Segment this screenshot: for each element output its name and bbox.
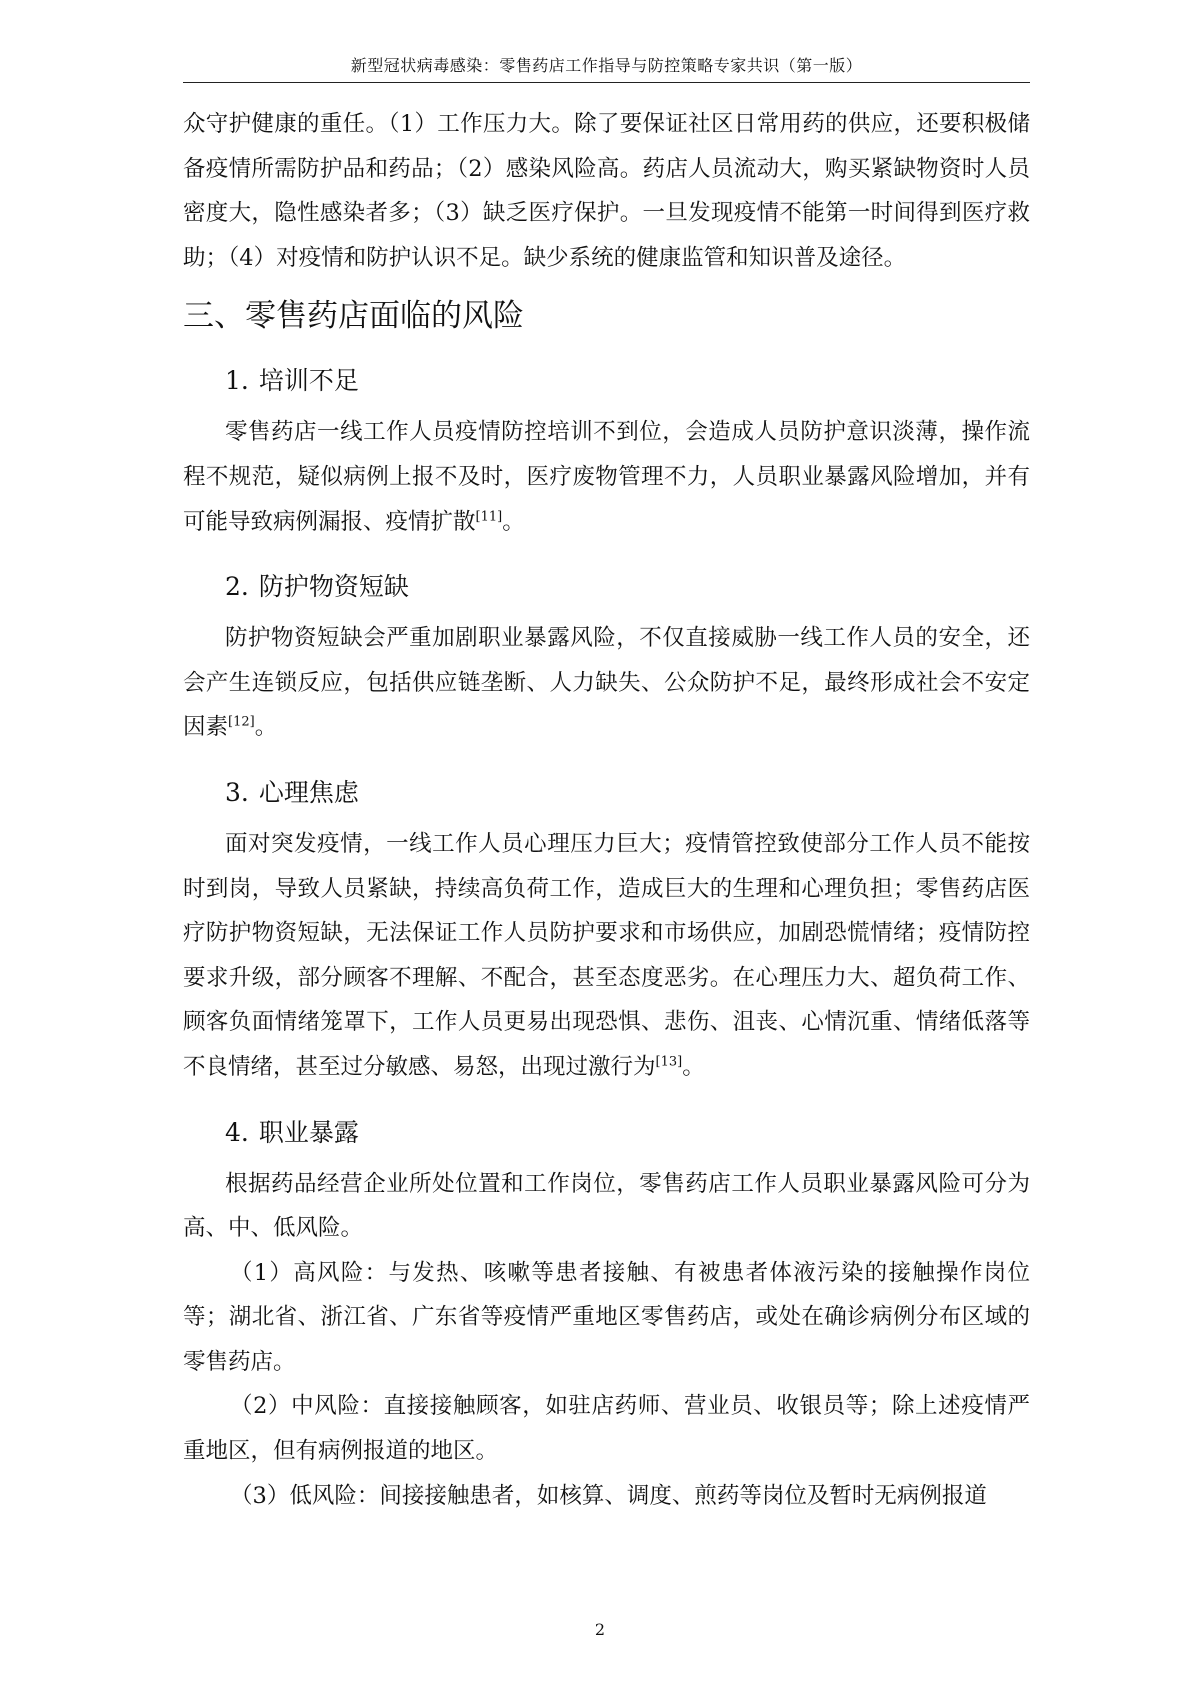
subsection-heading-anxiety <box>183 764 1030 822</box>
body-end: 。 <box>682 1053 705 1080</box>
citation-ref: [11] <box>475 509 503 525</box>
subsection-heading-exposure <box>183 1104 1030 1162</box>
section-title: 三、零售药店面临的风险 <box>183 298 524 335</box>
subsection-heading-training <box>183 352 1030 410</box>
subsection-body-supplies <box>183 616 1030 750</box>
subsection-heading-supplies <box>183 558 1030 616</box>
subsection-title: 职业暴露 <box>258 1117 359 1147</box>
page-content <box>183 102 1030 1518</box>
risk-item-low: （3）低风险：间接接触患者，如核算、调度、煎药等岗位及暂时无病例报道 <box>230 1482 987 1509</box>
body-end: 。 <box>502 508 525 535</box>
subsection-title: 心理焦虑 <box>258 777 359 807</box>
intro-paragraph: 众守护健康的重任。（1）工作压力大。除了要保证社区日常用药的供应，还要积极储备疫情所需防护品和药品；（2）感染风险高。药店人员流动大，购买紧缺物资时人员密度大，隐性感染者多；（3）缺乏医疗保护。一旦发现疫情不能第一时间得到医疗救助；（4）对疫情和防护认识不足。缺少系统的健康监管和知识普及途径。 <box>183 111 1030 271</box>
page-number: 2 <box>594 1620 606 1639</box>
subsection-body-anxiety <box>183 822 1030 1090</box>
subsection-title: 培训不足 <box>258 366 359 396</box>
subsection-number: 4. <box>225 1117 249 1147</box>
body-text: 零售药店一线工作人员疫情防控培训不到位，会造成人员防护意识淡薄，操作流程不规范，疑似病例上报不及时，医疗废物管理不力，人员职业暴露风险增加，并有可能导致病例漏报、疫情扩散 <box>183 419 1030 535</box>
subsection-body-training <box>183 410 1030 544</box>
subsection-number: 1. <box>225 366 249 396</box>
body-text: 防护物资短缺会严重加剧职业暴露风险，不仅直接威胁一线工作人员的安全，还会产生连锁反应，包括供应链垄断、人力缺失、公众防护不足，最终形成社会不安定因素 <box>183 625 1030 741</box>
subsection-number: 2. <box>225 572 249 602</box>
running-header: 新型冠状病毒感染：零售药店工作指导与防控策略专家共识（第一版） <box>183 50 1030 83</box>
body-end: 。 <box>254 714 278 741</box>
body-text: 面对突发疫情，一线工作人员心理压力巨大；疫情管控致使部分工作人员不能按时到岗，导致人员紧缺，持续高负荷工作，造成巨大的生理和心理负担；零售药店医疗防护物资短缺，无法保证工作人员防护要求和市场供应，加剧恐慌情绪；疫情防控要求升级，部分顾客不理解、不配合，甚至态度恶劣。在心理压力大、超负荷工作、顾客负面情绪笼罩下，工作人员更易出现恐惧、悲伤、沮丧、心情沉重、情绪低落等不良情绪，甚至过分敏感、易怒，出现过激行为 <box>183 830 1030 1080</box>
subsection-body-exposure: 根据药品经营企业所处位置和工作岗位，零售药店工作人员职业暴露风险可分为高、中、低风险。 <box>183 1170 1030 1242</box>
risk-item-high: （1）高风险：与发热、咳嗽等患者接触、有被患者体液污染的接触操作岗位等；湖北省、浙江省、广东省等疫情严重地区零售药店，或处在确诊病例分布区域的零售药店。 <box>183 1259 1030 1375</box>
subsection-number: 3. <box>225 777 249 807</box>
subsection-title: 防护物资短缺 <box>258 572 409 602</box>
citation-ref: [13] <box>655 1054 683 1070</box>
citation-ref: [12] <box>228 714 255 730</box>
risk-item-medium: （2）中风险：直接接触顾客，如驻店药师、营业员、收银员等；除上述疫情严重地区，但有病例报道的地区。 <box>183 1393 1030 1465</box>
